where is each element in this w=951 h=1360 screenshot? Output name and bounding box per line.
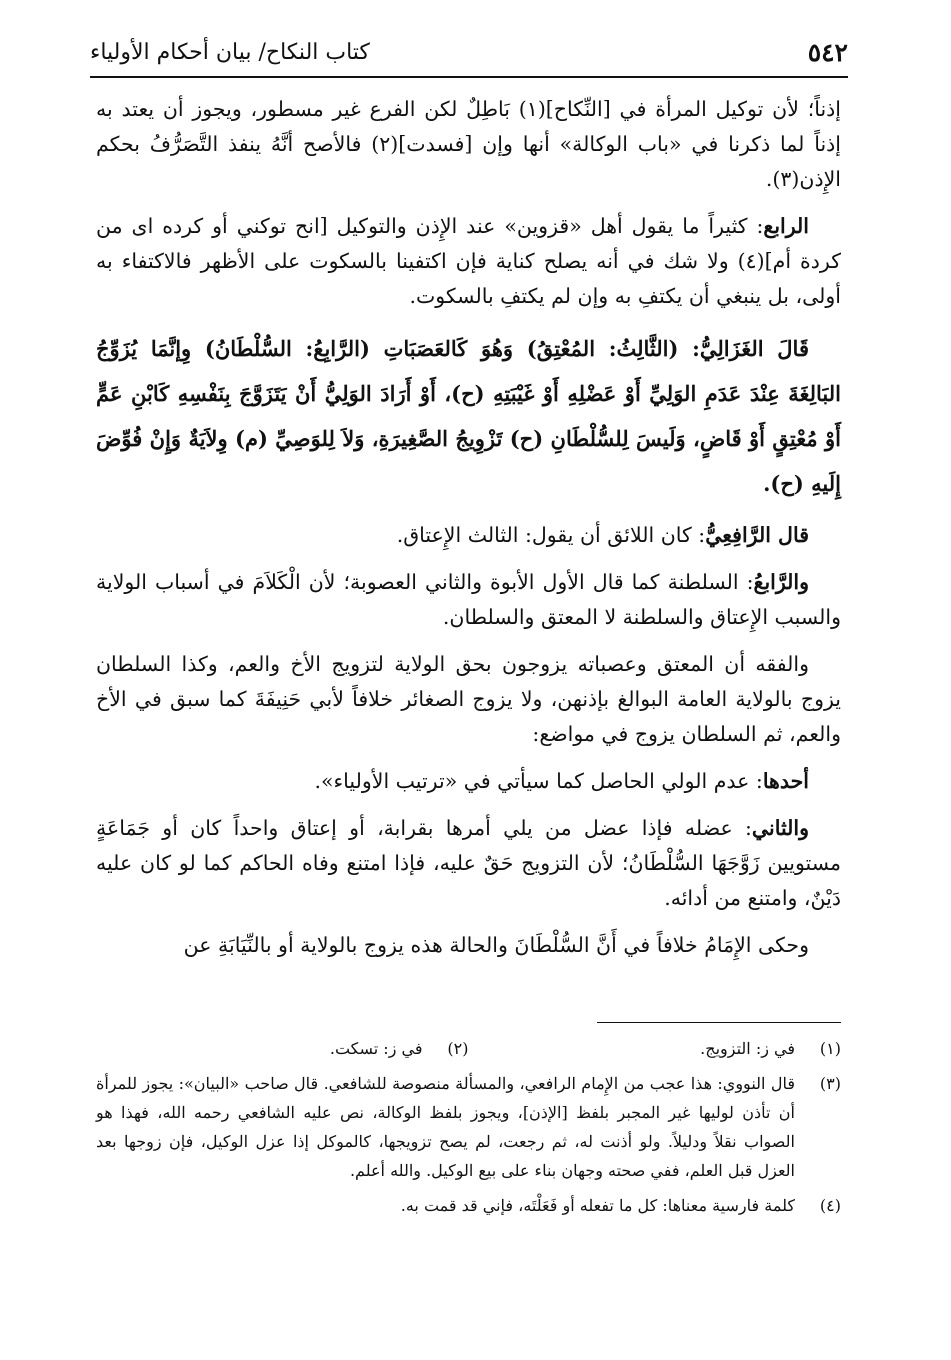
footnote-text: قال النووي: هذا عجب من الإِمام الرافعي، والمسألة منصوصة للشافعي. قال صاحب «البيان»: يجوز للمرأة أن تأذن لوليها غير المجبر بلفظ [الإذن]، ويجوز بلفظ الوكالة، نص عليه الشافعي رحمه الله، فهذا هو الصواب نقلاً ودليلاً. ولو أذنت له، ثم رجعت، لم يصح تزويجها، كالموكل إذا عزل الوكيل، فإن زوجها بعد العزل قبل العلم، ففي صحته وجهان بناء على بيع الوكيل. والله أعلم. bbox=[96, 1074, 796, 1180]
footnote-number: (٤) bbox=[819, 1196, 841, 1215]
footnote-3 bbox=[96, 1069, 841, 1185]
paragraph-lead: قال الرَّافِعِيُّ bbox=[705, 523, 809, 547]
paragraph-rafii bbox=[96, 518, 841, 553]
paragraph-continuation bbox=[96, 92, 841, 197]
paragraph-text: : عضله فإذا عضل من يلي أمرها بقرابة، أو إعتاق واحداً كان أو جَمَاعَةٍ مستويين زَوَّجَهَا السُّلْطَانُ؛ لأن التزويج حَقٌ عليه، فإذا امتنع وفاه الحاكم كما لو كان عليه دَيْنٌ، وامتنع من أدائه. bbox=[96, 816, 841, 910]
footnote-number: (١) bbox=[819, 1039, 841, 1058]
paragraph-lead: الرابع bbox=[763, 214, 809, 238]
footnote-4 bbox=[96, 1191, 841, 1220]
paragraph-second-case bbox=[96, 811, 841, 916]
paragraph-text: : السلطنة كما قال الأول الأبوة والثاني العصوبة؛ لأن الْكَلاَمَ في أسباب الولاية والسبب الإِعتاق والسلطنة لا المعتق والسلطان. bbox=[96, 570, 841, 629]
footnote-separator bbox=[597, 1022, 841, 1023]
paragraph-fourth-sultanate bbox=[96, 565, 841, 635]
paragraph-text: إذناً؛ لأن توكيل المرأة في [النِّكاح](١) بَاطِلٌ لكن الفرع غير مسطور، ويجوز أن يعتد به إذناً لما ذكرنا في «باب الوكالة» أنها وإن [فسدت](٢) فالأصح أنَّهُ ينفذ التَّصَرُّفُ بحكم الإِذن(٣). bbox=[96, 97, 841, 191]
footnote-1 bbox=[469, 1034, 842, 1063]
paragraph-fourth-point bbox=[96, 209, 841, 314]
footnote-text: في ز: تسكت. bbox=[329, 1039, 423, 1058]
paragraph-fiqh bbox=[96, 647, 841, 752]
footnote-text: في ز: التزويج. bbox=[700, 1039, 795, 1058]
footnote-2 bbox=[96, 1034, 469, 1063]
footnote-number: (٣) bbox=[819, 1074, 841, 1093]
page-number: ٥٤٢ bbox=[807, 38, 848, 67]
paragraph-lead: والثاني bbox=[751, 816, 809, 840]
paragraph-first-case bbox=[96, 764, 841, 799]
paragraph-text: قَالَ الغَزَالِيُّ: (الثَّالِثُ: المُعْتِقُ) وَهُوَ كَالعَصَبَاتِ (الرَّابِعُ: السُّلْطَانُ) وِإنَّمَا يُزَوِّجُ البَالِغَةَ عِنْدَ عَدَمِ الوَلِيِّ أَوْ عَضْلِهِ أَوْ غَيْبَتِهِ (ح)، أَوْ أَرَادَ الوَلِيُّ أَنْ يَتَزَوَّجَ بِنَفْسِهِ كَابْنِ عَمٍّ أَوْ مُعْتِقٍ أَوْ قَاضٍ، وَلَيسَ لِلسُّلْطَانِ (ح) تَزْوِيجُ الصَّغِيرَةِ، وَلاَ لِلوَصِيِّ (م) وِلاَيَةٌ وَإِنْ فُوِّضَ إِلَيهِ (ح). bbox=[96, 336, 841, 496]
main-text bbox=[96, 92, 841, 975]
paragraph-ghazali-quote bbox=[96, 326, 841, 506]
footnote-number: (٢) bbox=[447, 1039, 469, 1058]
paragraph-text: وحكى الإِمَامُ خلافاً في أَنَّ السُّلْطَانَ والحالة هذه يزوج بالولاية أو بالنِّيَابَةِ عن bbox=[183, 933, 809, 957]
page-header bbox=[90, 36, 848, 78]
paragraph-text: : كان اللائق أن يقول: الثالث الإِعتاق. bbox=[396, 523, 706, 547]
footnotes bbox=[96, 1034, 841, 1226]
paragraph-text: : عدم الولي الحاصل كما سيأتي في «ترتيب الأولياء». bbox=[314, 769, 763, 793]
footnote-pair bbox=[96, 1034, 841, 1063]
paragraph-imam bbox=[96, 928, 841, 963]
paragraph-lead: أحدها bbox=[762, 769, 809, 793]
running-title: كتاب النكاح/ بيان أحكام الأولياء bbox=[90, 40, 370, 65]
paragraph-lead: والرَّابعُ bbox=[753, 570, 809, 594]
paragraph-text: والفقه أن المعتق وعصباته يزوجون بحق الولاية لتزويج الأخ والعم، وكذا السلطان يزوج بالولاية العامة البوالغ بإذنهن، ولا يزوج الصغائر خلافاً لأبي حَنِيفَةَ كما سبق في الأخ والعم، ثم السلطان يزوج في مواضع: bbox=[96, 652, 841, 746]
footnote-text: كلمة فارسية معناها: كل ما تفعله أو فَعَلْتَه، فإني قد قمت به. bbox=[400, 1196, 795, 1215]
paragraph-text: : كثيراً ما يقول أهل «قزوين» عند الإِذن والتوكيل [انح توكني أو كرده اى من كردة أم](٤) ولا شك في أنه يصلح كناية فإن اكتفينا بالسكوت على الأظهر فالاكتفاء به أولى، بل ينبغي أن يكتفِ به وإن لم يكتفِ بالسكوت. bbox=[96, 214, 841, 308]
